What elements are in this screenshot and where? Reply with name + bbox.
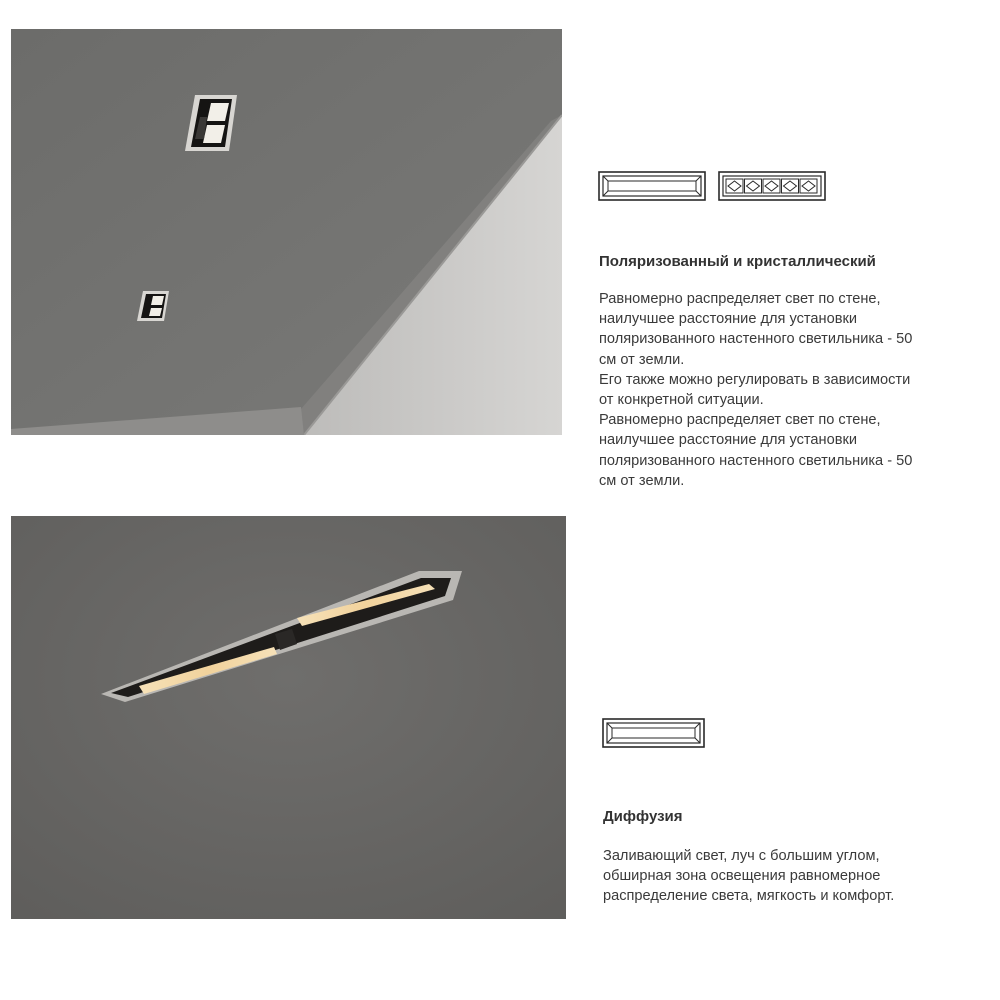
- section-title-diffusion: Диффузия: [603, 808, 683, 825]
- description-line: см от земли.: [599, 351, 685, 368]
- description-line: см от земли.: [599, 472, 685, 489]
- description-line: обширная зона освещения равномерное: [603, 868, 881, 885]
- description-line: наилучшее расстояние для установки: [599, 311, 858, 328]
- description-line: поляризованного настенного светильника - 50: [599, 331, 913, 348]
- photo-ceiling-linear-light: [11, 516, 566, 919]
- section-description-diffusion: [603, 846, 993, 907]
- description-line: Равномерно распределяет свет по стене,: [599, 412, 881, 429]
- section-title-polarized-crystal: Поляризованный и кристаллический: [599, 253, 876, 270]
- description-line: поляризованного настенного светильника - 50: [599, 452, 913, 469]
- polarized-lens-icon: [598, 171, 706, 201]
- section-description-polarized-crystal: [599, 289, 989, 491]
- crystal-lens-icon: [718, 171, 826, 201]
- diffusion-lens-icon: [602, 718, 705, 748]
- description-line: Заливающий свет, луч с большим углом,: [603, 848, 880, 864]
- description-line: от конкретной ситуации.: [599, 392, 764, 409]
- photo-ceiling-spotlights: [11, 29, 562, 435]
- description-line: Его также можно регулировать в зависимости: [599, 371, 911, 388]
- description-line: наилучшее расстояние для установки: [599, 432, 858, 449]
- description-line: Равномерно распределяет свет по стене,: [599, 291, 881, 307]
- description-line: распределение света, мягкость и комфорт.: [603, 888, 895, 905]
